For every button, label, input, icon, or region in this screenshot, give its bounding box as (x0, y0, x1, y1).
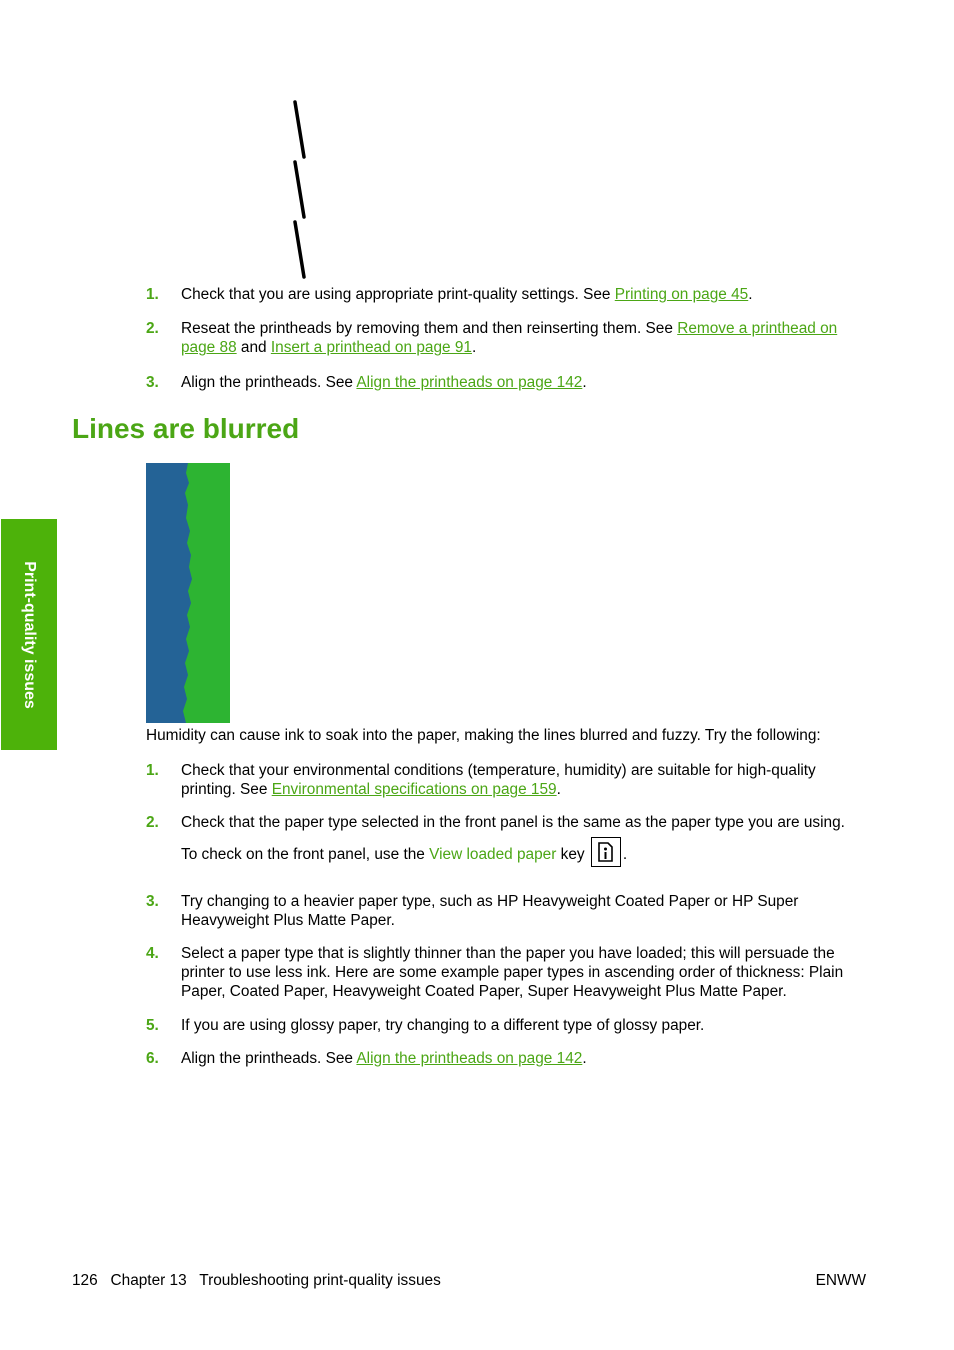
footer-left (72, 1272, 441, 1290)
line-segment (295, 102, 304, 157)
step-text: Reseat the printheads by removing them and then reinserting them. See (181, 320, 678, 338)
misaligned-lines-illustration (280, 95, 320, 285)
list-item (146, 373, 871, 392)
footer-chapter: Chapter 13 (110, 1272, 187, 1289)
step-number: 2. (146, 814, 159, 832)
step-text: Select a paper type that is slightly thinner than the paper you have loaded; this will persuade the printer to use less ink. Here are some example paper types in ascending order of thickness: Plain Paper, Coated Paper, Heavyweight Coated Paper, Super Heavyweight Plus Matte Paper. (181, 945, 844, 1001)
step-text: To check on the front panel, use the (181, 845, 430, 863)
punct: . (582, 373, 587, 391)
chapter-side-tab (1, 519, 57, 750)
list-item (146, 813, 871, 869)
step-text: If you are using glossy paper, try changing to a different type of glossy paper. (181, 1016, 705, 1034)
intro-text: Humidity can cause ink to soak into the paper, making the lines blurred and fuzzy. Try the following: (146, 727, 821, 744)
footer-chapter-title: Troubleshooting print-quality issues (199, 1272, 441, 1289)
step-number: 6. (146, 1049, 159, 1067)
link-remove-printhead[interactable]: Remove a printhead on page 88 (181, 320, 838, 357)
view-loaded-paper-key-icon (591, 837, 621, 867)
list-item (146, 944, 871, 1002)
link-insert-printhead[interactable]: Insert a printhead on page 91 (270, 339, 472, 357)
line-segment (295, 162, 304, 217)
line-segment (295, 222, 304, 277)
step-text: Check that your environmental conditions (temperature, humidity) are suitable for high-quality printing. See (181, 762, 816, 799)
sub-instruction (181, 840, 871, 870)
list-item (146, 319, 871, 357)
list-item (146, 1016, 871, 1035)
step-text: key (556, 845, 585, 863)
step-text: Try changing to a heavier paper type, such as HP Heavyweight Coated Paper or HP Super Heavyweight Plus Matte Paper. (181, 892, 799, 929)
step-number: 3. (146, 892, 159, 910)
step-text: Check that you are using appropriate print-quality settings. See (181, 286, 615, 303)
printhead-steps-list (146, 285, 871, 392)
link-align-printheads[interactable]: Align the printheads on page 142 (356, 1049, 583, 1067)
punct: . (471, 339, 477, 357)
link-environmental-specs[interactable]: Environmental specifications on page 159 (271, 781, 557, 799)
page-number: 126 (72, 1272, 98, 1289)
footer-right: ENWW (815, 1272, 866, 1289)
link-printing[interactable]: Printing on page 45 (614, 286, 749, 303)
step-text: Align the printheads. See (181, 373, 357, 391)
list-item (146, 1049, 871, 1068)
punct: . (556, 781, 561, 799)
step-number: 5. (146, 1016, 159, 1034)
view-loaded-paper-label: View loaded paper (429, 845, 557, 863)
blurred-lines-illustration (146, 463, 230, 723)
punct: . (582, 1049, 587, 1067)
punct: . (748, 286, 753, 303)
step-number: 4. (146, 945, 159, 963)
link-align-printheads[interactable]: Align the printheads on page 142 (356, 373, 583, 391)
step-number: 3. (146, 373, 159, 391)
blurred-lines-steps-list (146, 761, 871, 1068)
step-number: 1. (146, 286, 159, 303)
step-number: 2. (146, 320, 159, 338)
step-text: Align the printheads. See (181, 1049, 357, 1067)
step-text: and (236, 339, 271, 357)
list-item (146, 761, 871, 799)
punct: . (622, 845, 628, 863)
side-tab-label: Print-quality issues (21, 560, 38, 709)
step-text: Check that the paper type selected in the front panel is the same as the paper type you are using. (181, 814, 845, 832)
list-item (146, 892, 871, 930)
section-heading: Lines are blurred (72, 413, 300, 444)
list-item (146, 285, 871, 304)
step-number: 1. (146, 762, 159, 779)
